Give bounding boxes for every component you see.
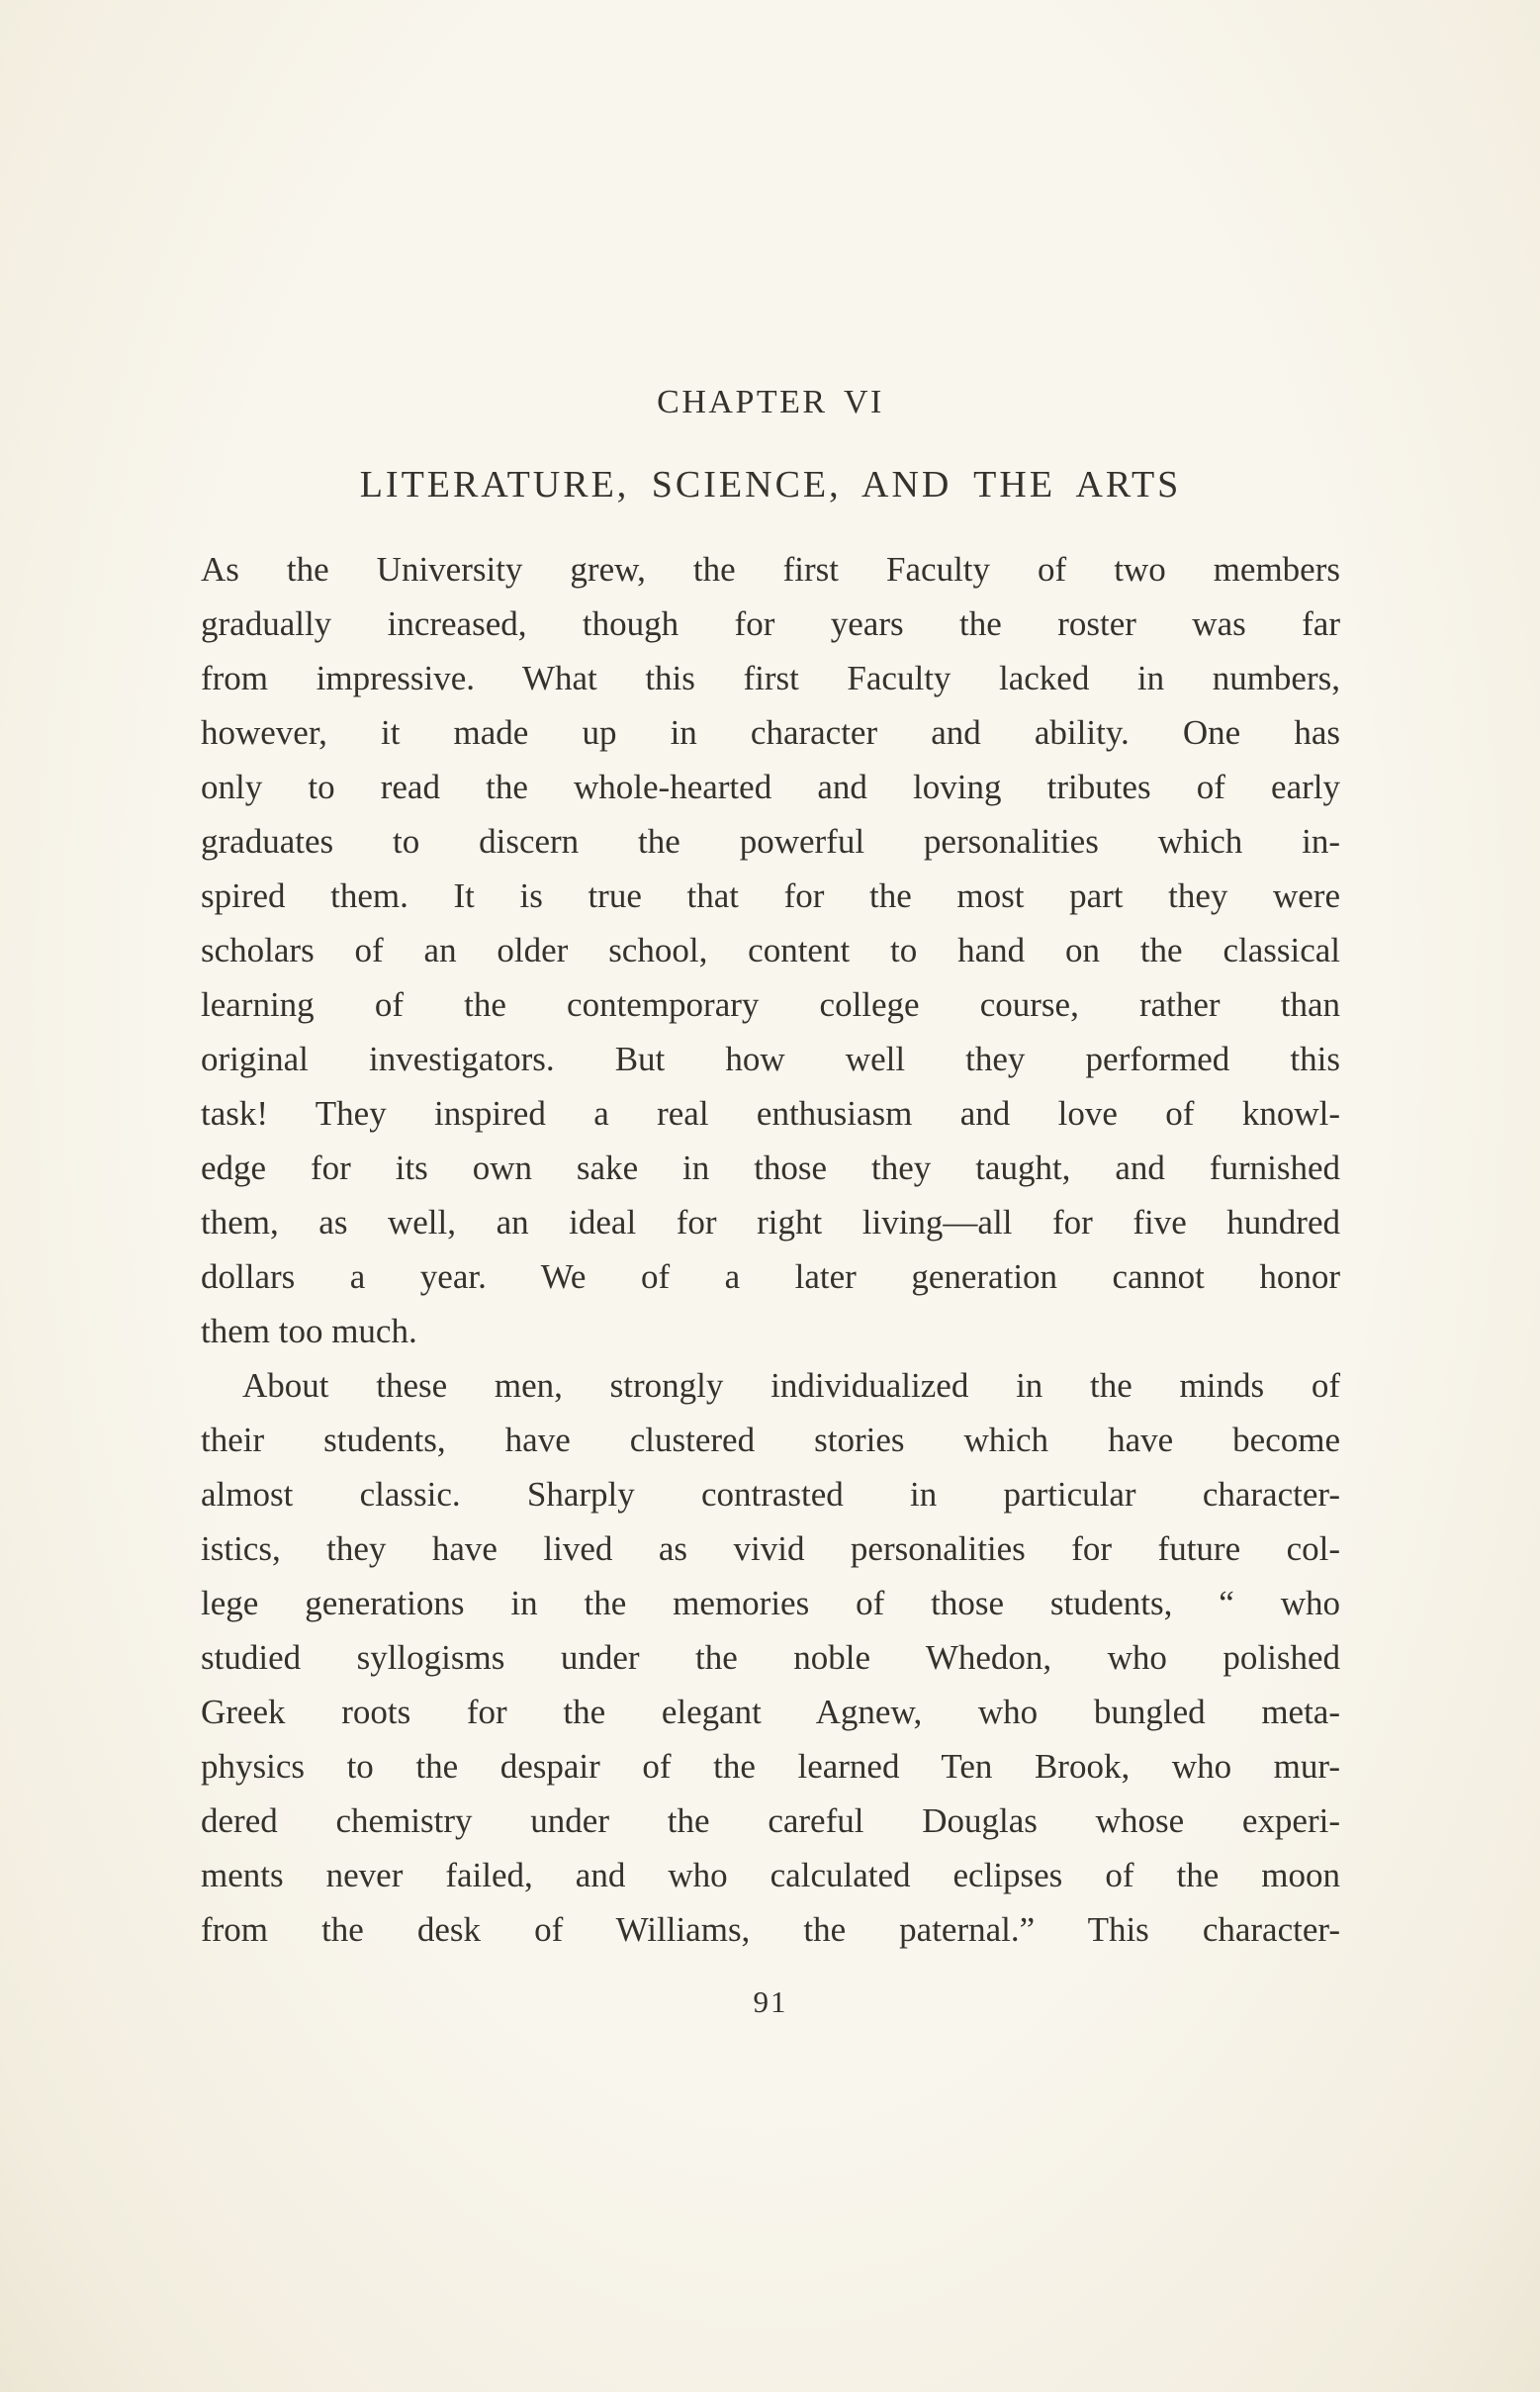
page-content xyxy=(201,384,1340,2020)
chapter-title: LITERATURE, SCIENCE, AND THE ARTS xyxy=(359,464,1182,506)
text-line: from the desk of Williams, the paternal.” This character- xyxy=(201,1910,1340,1949)
text-line: dollars a year. We of a later generation cannot honor xyxy=(201,1257,1340,1296)
text-line: only to read the whole-hearted and loving tributes of early xyxy=(201,768,1340,806)
text-line: spired them. It is true that for the most part they were xyxy=(201,876,1340,915)
text-line: dered chemistry under the careful Douglas whose experi- xyxy=(201,1801,1340,1840)
text-line: physics to the despair of the learned Ten Brook, who mur- xyxy=(201,1747,1340,1786)
text-line: their students, have clustered stories which have become xyxy=(201,1421,1340,1459)
text-line: scholars of an older school, content to hand on the classical xyxy=(201,931,1340,969)
paragraph xyxy=(201,1358,1340,1957)
text-line: from impressive. What this first Faculty lacked in numbers, xyxy=(201,659,1340,697)
paragraph xyxy=(201,542,1340,1358)
text-line: however, it made up in character and ability. One has xyxy=(201,713,1340,752)
text-line: almost classic. Sharply contrasted in particular character- xyxy=(201,1475,1340,1514)
text-line: original investigators. But how well they performed this xyxy=(201,1040,1340,1078)
text-line: As the University grew, the first Faculty of two members xyxy=(201,550,1340,589)
text-line: them too much. xyxy=(201,1312,417,1350)
text-line: graduates to discern the powerful personalities which in- xyxy=(201,822,1340,861)
text-line: studied syllogisms under the noble Whedon, who polished xyxy=(201,1638,1340,1677)
text-line: learning of the contemporary college course, rather than xyxy=(201,985,1340,1024)
text-line: gradually increased, though for years the roster was far xyxy=(201,604,1340,643)
body-text xyxy=(201,542,1340,1957)
text-line: lege generations in the memories of those students, “ who xyxy=(201,1584,1340,1622)
chapter-heading: CHAPTER VI xyxy=(657,384,884,420)
text-line: About these men, strongly individualized in the minds of xyxy=(242,1366,1340,1405)
text-line: istics, they have lived as vivid personalities for future col- xyxy=(201,1529,1340,1568)
text-line: edge for its own sake in those they taught, and furnished xyxy=(201,1149,1340,1187)
text-line: them, as well, an ideal for right living—all for five hundred xyxy=(201,1203,1340,1242)
page-number: 91 xyxy=(753,1984,788,2019)
text-line: task! They inspired a real enthusiasm and love of knowl- xyxy=(201,1094,1340,1133)
text-line: Greek roots for the elegant Agnew, who bungled meta- xyxy=(201,1693,1340,1731)
text-line: ments never failed, and who calculated eclipses of the moon xyxy=(201,1856,1340,1894)
